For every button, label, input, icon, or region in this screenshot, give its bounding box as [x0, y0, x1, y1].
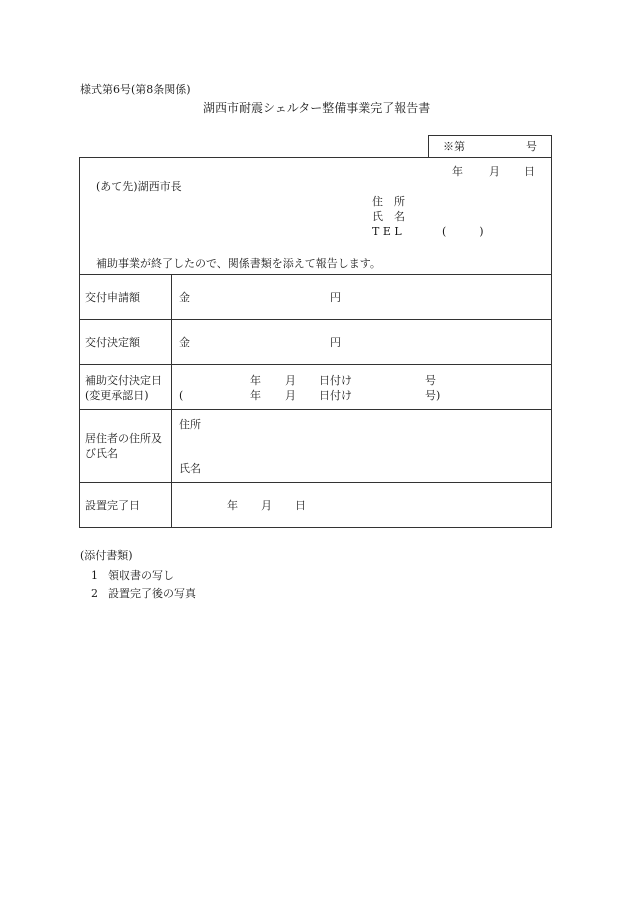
applicant-address-label: 住 所 [372, 195, 405, 208]
completion-date-year: 年 [227, 499, 238, 512]
resident-address-label: 住所 [179, 418, 201, 431]
attachment-2-number: 2 [91, 587, 98, 600]
receipt-dai-label: ※第 [443, 140, 465, 153]
row-divider-3 [79, 409, 552, 410]
attachments-heading: (添付書類) [80, 549, 133, 562]
change-approval-open-paren: ( [179, 389, 184, 402]
resident-label-line1: 居住者の住所及 [85, 432, 162, 445]
applicant-name-label: 氏 名 [372, 210, 405, 223]
form-number: 様式第6号(第8条関係) [80, 83, 191, 96]
completion-date-day: 日 [295, 499, 306, 512]
page-title: 湖西市耐震シェルター整備事業完了報告書 [203, 101, 431, 115]
applicant-tel-parens: ( ) [442, 225, 484, 238]
report-date-month: 月 [489, 165, 500, 178]
report-date-day: 日 [524, 165, 535, 178]
change-approval-month: 月 [285, 389, 296, 402]
report-form [79, 157, 552, 528]
completion-date-month: 月 [261, 499, 272, 512]
applicant-tel-label: T E L [372, 225, 402, 238]
attachment-1-text: 領収書の写し [108, 569, 174, 582]
change-approval-label: (変更承認日) [85, 389, 149, 402]
decision-amount-label: 交付決定額 [85, 336, 140, 349]
decision-amount-kin: 金 [179, 336, 190, 349]
attachment-2-text: 設置完了後の写真 [108, 587, 196, 600]
decision-date-go: 号 [425, 374, 436, 387]
receipt-go-label: 号 [526, 140, 537, 153]
decision-date-year: 年 [250, 374, 261, 387]
attachment-1-number: 1 [91, 569, 98, 582]
report-statement: 補助事業が終了したので、関係書類を添えて報告します。 [96, 257, 381, 270]
change-approval-year: 年 [250, 389, 261, 402]
decision-date-dated: 日付け [319, 374, 352, 387]
table-top-rule [79, 274, 552, 275]
application-amount-kin: 金 [179, 291, 190, 304]
application-amount-label: 交付申請額 [85, 291, 140, 304]
decision-amount-yen: 円 [330, 336, 341, 349]
label-column-divider [171, 274, 172, 528]
decision-date-label: 補助交付決定日 [85, 374, 162, 387]
report-date-year: 年 [452, 165, 463, 178]
change-approval-go: 号) [425, 389, 441, 402]
resident-name-label: 氏名 [179, 462, 201, 475]
application-amount-yen: 円 [330, 291, 341, 304]
resident-label-line2: び氏名 [85, 447, 118, 460]
row-divider-4 [79, 482, 552, 483]
change-approval-dated: 日付け [319, 389, 352, 402]
completion-date-label: 設置完了日 [85, 499, 140, 512]
addressee: (あて先)湖西市長 [96, 180, 182, 193]
decision-date-month: 月 [285, 374, 296, 387]
row-divider-1 [79, 319, 552, 320]
row-divider-2 [79, 364, 552, 365]
